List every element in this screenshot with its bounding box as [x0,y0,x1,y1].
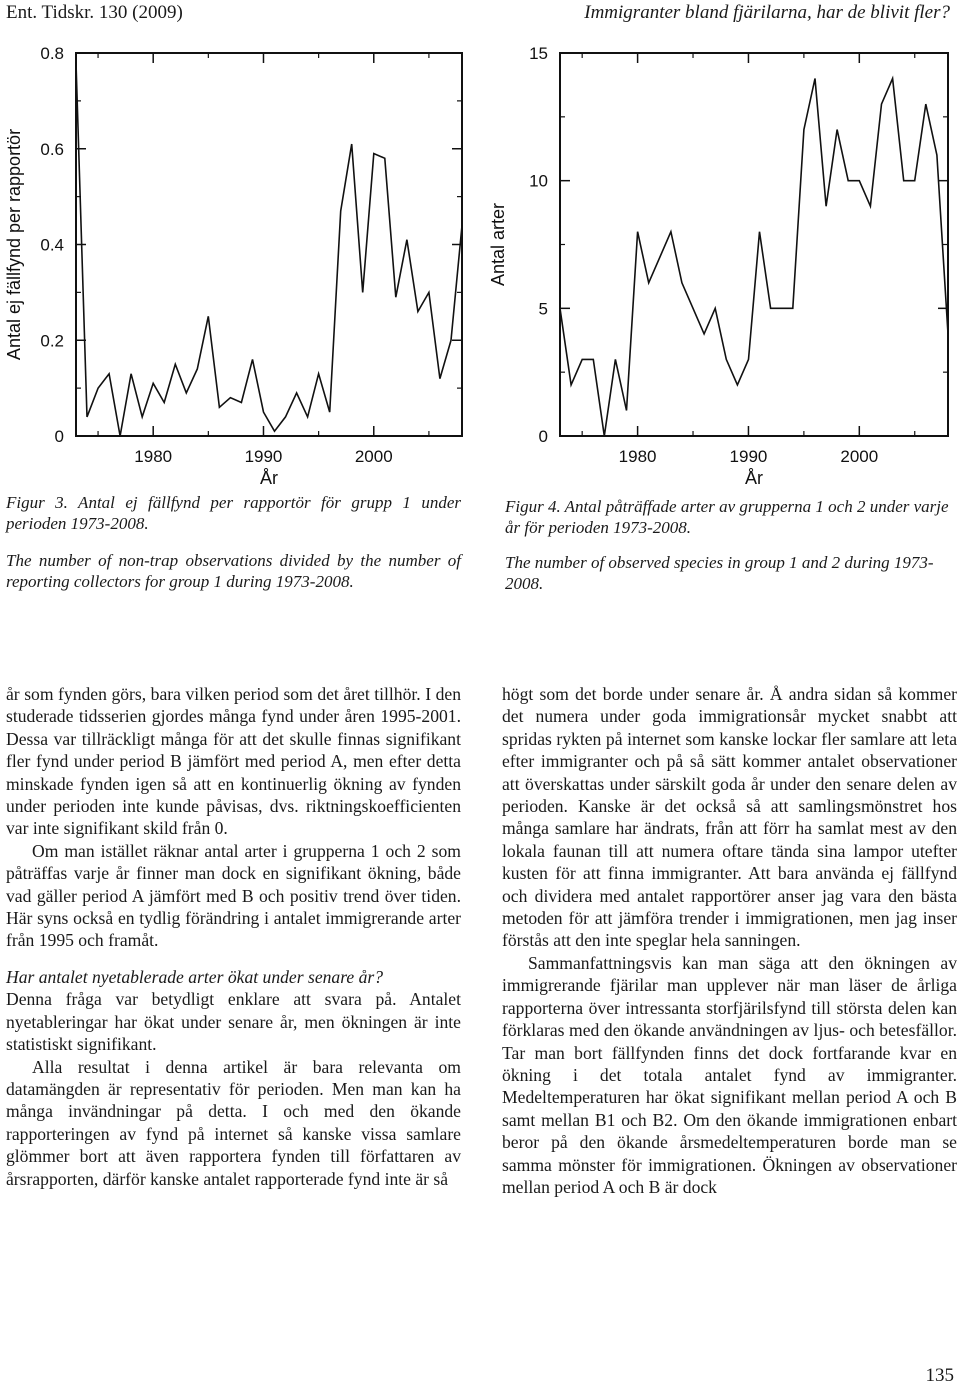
figure-4-caption-sv: Figur 4. Antal påträffade arter av grupperna 1 och 2 under varje år för perioden 1973-2008. [505,497,949,537]
x-axis-label: År [745,468,763,488]
y-tick-label: 0.2 [40,331,64,351]
paragraph: Alla resultat i denna artikel är bara relevanta om datamängden är representativ för perioden. Men man kan ha många invändningar på detta. I och med den ökande rapporteringen av fynd på internet så kanske vissa samlare glömmer bort att även rapportera fynden till författaren av årsrapporten, därför kanske antalet rapporterade fynd inte är så [6,1056,461,1189]
x-tick-label: 1990 [729,447,768,466]
series-line [76,63,462,436]
y-tick-label: 0.4 [40,235,64,255]
body-column-right [502,683,957,1198]
page-number: 135 [925,1365,954,1386]
x-tick-label: 2000 [840,447,879,466]
x-tick-label: 2000 [354,447,393,466]
y-axis-label: Antal ej fällfynd per rapportör [4,128,24,361]
y-tick-label: 5 [538,299,548,319]
body-column-left [6,683,461,1190]
paragraph: högt som det borde under senare år. Å andra sidan så kommer det numera under goda immigrationsår mycket snabbt att spridas rykten på internet som kanske lockar fler samlare att leta efter immigranter och på så sätt kommer antalet observationer att överskattas under särskilt goda år under den senare delen av perioden. Kanske är det också så att samlingsmönstret hos många samlare har ändrats, från att förr ha samlat mest av den lokala faunan till att numera oftare tända sina lampor utefter kusten för att finna immigranter. Att bara använda ej fällfynd och dividera med antalet rapportörer anser jag vara den bästa metoden för att jämföra trender i immigrationen, men jag inser förstås att den inte speglar hela sanningen. [502,684,957,951]
x-tick-label: 1980 [134,447,173,466]
paragraph: Sammanfattningsvis kan man säga att den ökningen av immigrerande fjärilar man upplever när man läser de årliga rapporterna över intressanta storfjärilsfynd till största delen kan förklaras med den ökande användningen av ljus- och betesfällor. Tar man bort fällfynden finns det dock fortfarande kvar en ökning i det totala antalet fynd av immigranter. Medeltemperaturen har ökat signifikant mellan period A och B samt mellan B1 och B2. Om den ökande immigrationen enbart beror på den ökande årsmedeltemperaturen borde man se samma mönster för immigrationen. Ökningen av observationer mellan period A och B är dock [502,952,957,1197]
paragraph: år som fynden görs, bara vilken period som det året tillhör. I den studerade tidsserien gjordes många fynd under åren 1995-2001. Dessa var tillräckligt många för att det skulle finnas signifikant fler fynd under period B jämfört med period A, men efter detta minskade fynden igen så att en kontinuerlig ökning av fynden under perioden inte kunde påvisas, dvs. riktningskoefficienten var inte signifikant skild från 0. [6,684,461,839]
figure-3-chart [0,36,470,490]
figure-4-chart [490,36,960,490]
figure-3-caption-sv: Figur 3. Antal ej fällfynd per rapportör för grupp 1 under perioden 1973-2008. [6,493,461,533]
series-line [560,79,948,437]
y-tick-label: 0.8 [40,44,64,63]
y-axis-label: Antal arter [488,202,508,287]
y-tick-label: 15 [529,44,548,63]
running-header-left: Ent. Tidskr. 130 (2009) [6,2,183,23]
y-tick-label: 0.6 [40,139,64,159]
y-tick-label: 10 [529,171,548,191]
figure-4-caption-en: The number of observed species in group 1 and 2 during 1973-2008. [505,553,934,593]
plot-frame [76,53,462,436]
x-tick-label: 1980 [618,447,657,466]
running-header-right: Immigranter bland fjärilarna, har de blivit fler? [584,2,950,23]
y-tick-label: 0 [538,427,548,446]
y-tick-label: 0 [54,427,64,446]
plot-frame [560,53,948,436]
figure-3-caption-en: The number of non-trap observations divided by the number of reporting collectors for group 1 during 1973-2008. [6,551,461,591]
section-heading: Har antalet nyetablerade arter ökat under senare år? [6,966,384,987]
paragraph: Denna fråga var betydligt enklare att svara på. Antalet nyetableringar har ökat under senare år, men ökningen är inte statistiskt signifikant. [6,989,461,1055]
x-axis-label: År [260,468,278,488]
paragraph: Om man istället räknar antal arter i grupperna 1 och 2 som påträffas varje år finner man dock en signifikant ökning, både vad gäller period A jämfört med B och positiv trend över tiden. Här syns också en tydlig förändring i antalet immigrerande arter från 1995 och framåt. [6,840,461,951]
x-tick-label: 1990 [244,447,283,466]
